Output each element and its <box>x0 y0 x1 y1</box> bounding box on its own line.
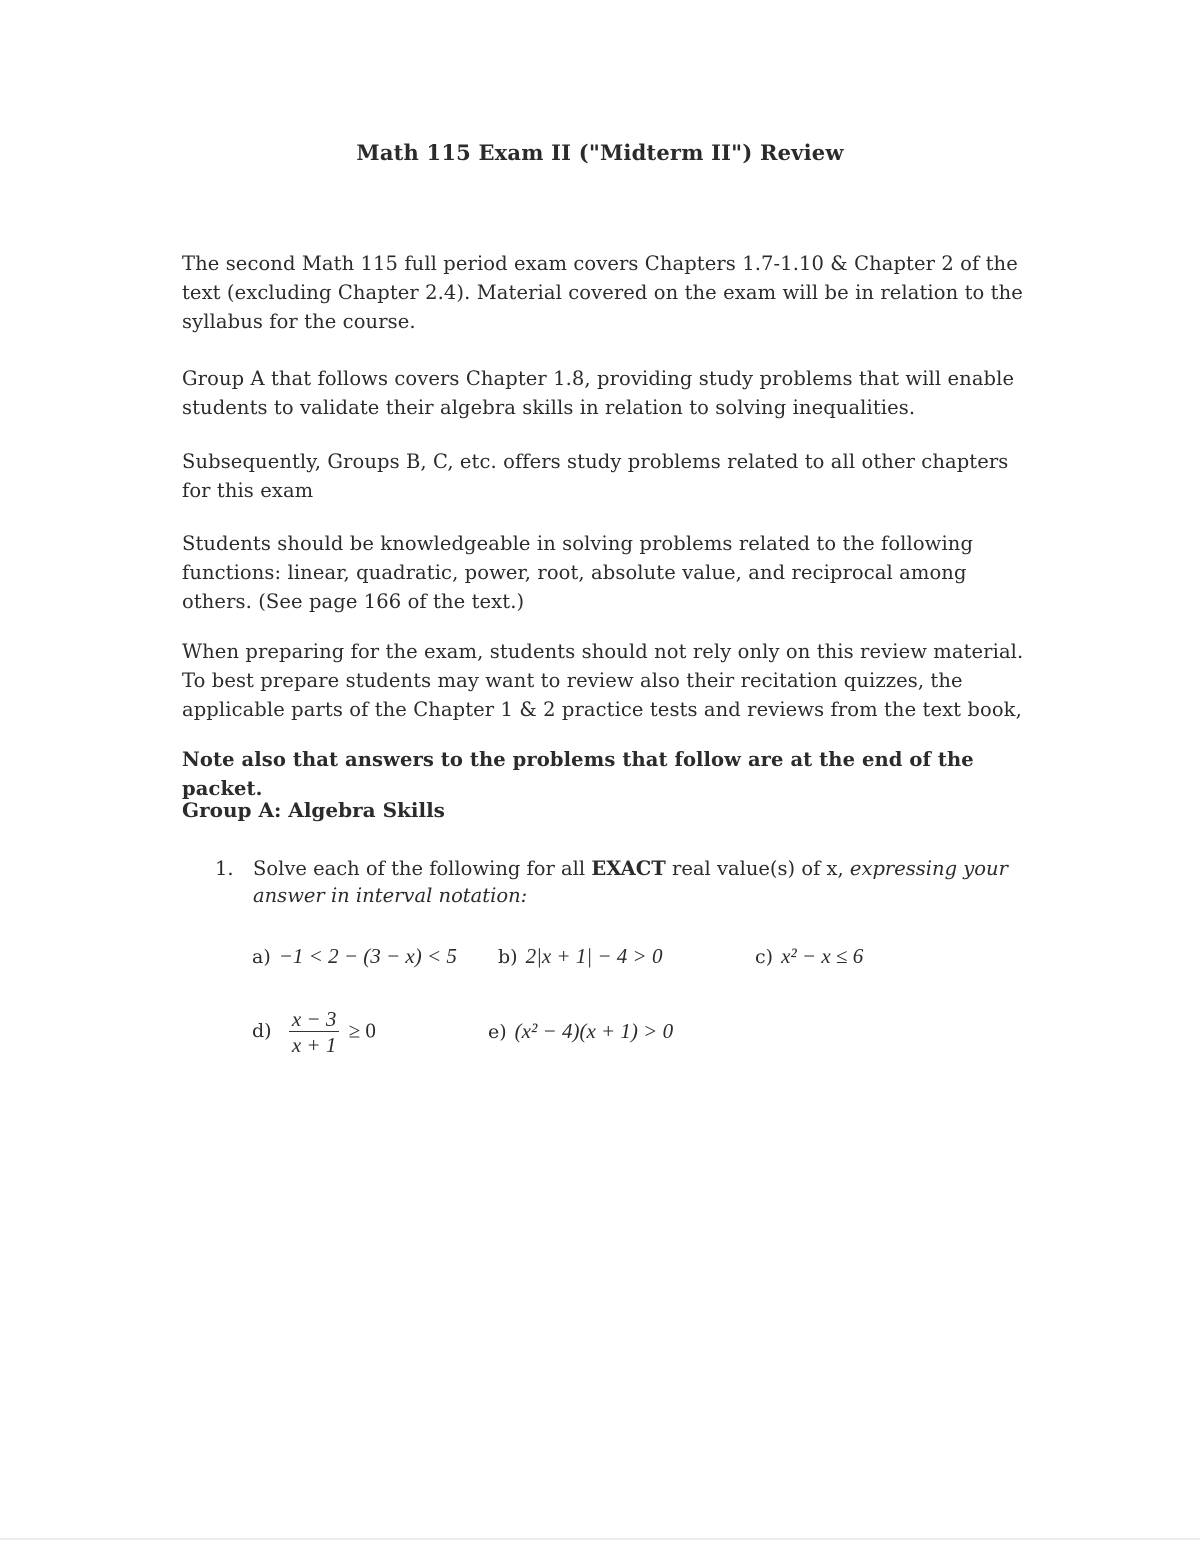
problem-variable: x, <box>826 857 844 880</box>
answers-note: Note also that answers to the problems that follow are at the end of the packet. <box>182 748 974 800</box>
item-expression: x² − x ≤ 6 <box>781 944 864 968</box>
item-expression: −1 < 2 − (3 − x) < 5 <box>278 944 457 968</box>
problem-emphasis: EXACT <box>591 857 666 880</box>
problem-number: 1. <box>215 857 234 880</box>
subsequent-groups-paragraph: Subsequently, Groups B, C, etc. offers study problems related to all other chapters for this exam <box>182 450 1009 502</box>
fraction-denominator: x + 1 <box>291 1033 337 1057</box>
problem-lead: Solve each of the following for all <box>253 857 586 880</box>
problem-middle: real value(s) of <box>672 857 821 880</box>
page-title: Math 115 Exam II ("Midterm II") Review <box>356 140 844 165</box>
fraction-numerator: x − 3 <box>289 1007 340 1032</box>
preparation-paragraph: When preparing for the exam, students should not rely only on this review material. To best prepare students may want to review also their recitation quizzes, the applicable parts of the Chapter 1 & 2 practice tests and reviews from the text book, <box>182 640 1024 721</box>
item-label: e) <box>488 1021 507 1043</box>
item-expression: 2|x + 1| − 4 > 0 <box>525 944 663 968</box>
item-expression: (x² − 4)(x + 1) > 0 <box>514 1019 674 1043</box>
problem-item-b <box>498 944 662 969</box>
problem-item-e <box>488 1019 673 1044</box>
item-rhs: ≥ 0 <box>348 1018 376 1043</box>
item-label: a) <box>252 946 271 968</box>
problem-item-d <box>252 1007 376 1058</box>
item-label: c) <box>755 946 774 968</box>
functions-paragraph: Students should be knowledgeable in solving problems related to the following functions: linear, quadratic, power, root, absolute value, and reciprocal among others. (See page 166 of the text.) <box>182 532 974 613</box>
problem-statement <box>253 855 1013 909</box>
problem-item-a <box>252 944 457 969</box>
problem-item-c <box>755 944 863 969</box>
scan-edge-divider <box>0 1538 1200 1540</box>
group-a-paragraph: Group A that follows covers Chapter 1.8, providing study problems that will enable students to validate their algebra skills in relation to solving inequalities. <box>182 367 1015 419</box>
fraction <box>289 1007 340 1058</box>
group-a-heading: Group A: Algebra Skills <box>182 798 445 822</box>
item-label: d) <box>252 1020 272 1043</box>
item-label: b) <box>498 946 518 968</box>
problem-tail: expressing your answer in interval notation: <box>253 857 1008 907</box>
intro-paragraph: The second Math 115 full period exam covers Chapters 1.7-1.10 & Chapter 2 of the text (excluding Chapter 2.4). Material covered on the exam will be in relation to the syllabus for the course. <box>182 252 1023 333</box>
